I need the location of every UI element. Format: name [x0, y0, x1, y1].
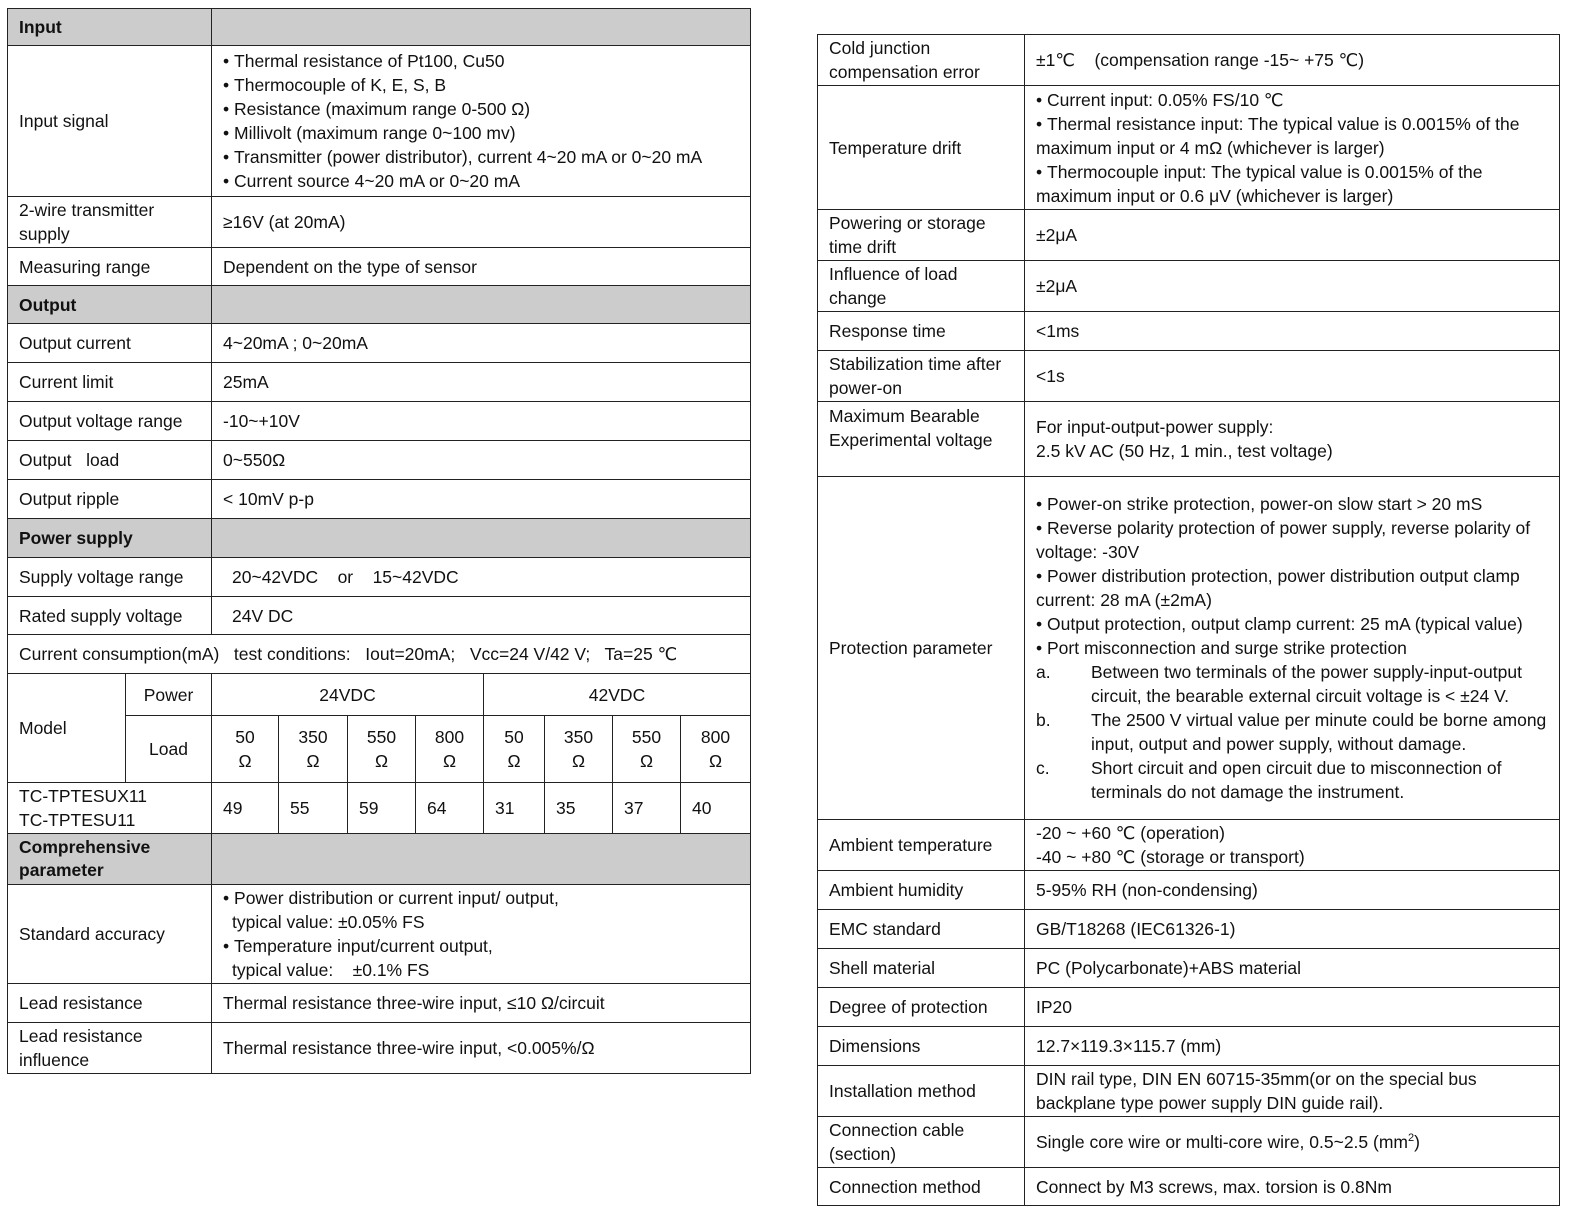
- input-section-header: Input: [8, 9, 212, 46]
- load-cell: 350 Ω: [279, 716, 348, 783]
- input-signal-label: Input signal: [8, 46, 212, 197]
- consumption-value: 37: [613, 783, 681, 834]
- lead-resistance-value: Thermal resistance three-wire input, ≤10 Ω/circuit: [212, 984, 751, 1023]
- list-item: • Thermal resistance of Pt100, Cu50: [223, 49, 739, 73]
- installation-label: Installation method: [818, 1066, 1025, 1117]
- measuring-range-value: Dependent on the type of sensor: [212, 248, 751, 286]
- emc-value: GB/T18268 (IEC61326-1): [1025, 910, 1560, 949]
- shell-value: PC (Polycarbonate)+ABS material: [1025, 949, 1560, 988]
- cold-junction-value: ±1℃ (compensation range -15~ +75 ℃): [1025, 35, 1560, 86]
- consumption-value: 64: [416, 783, 484, 834]
- consumption-value: 59: [348, 783, 416, 834]
- standard-accuracy-value: • Power distribution or current input/ output, typical value: ±0.05% FS • Temperature input/current output, typical value: ±0.1% FS: [212, 885, 751, 984]
- left-spec-table: [7, 8, 751, 1074]
- cable-label: Connection cable (section): [818, 1117, 1025, 1168]
- installation-value: DIN rail type, DIN EN 60715-35mm(or on the special bus backplane type power supply DIN guide rail).: [1025, 1066, 1560, 1117]
- load-cell: 350 Ω: [545, 716, 613, 783]
- load-label: Load: [126, 716, 212, 783]
- model-name: TC-TPTESUX11 TC-TPTESU11: [8, 783, 212, 834]
- max-voltage-label: Maximum Bearable Experimental voltage: [818, 402, 1025, 477]
- rated-supply-value: 24V DC: [212, 597, 751, 635]
- temp-drift-value: • Current input: 0.05% FS/10 ℃ • Thermal resistance input: The typical value is 0.0015% of the maximum input or 4 mΩ (whichever is larger) • Thermocouple input: The typical value is 0.0015% of the maximum input or 0.6 μV (whichever is larger): [1025, 86, 1560, 210]
- consumption-value: 35: [545, 783, 613, 834]
- output-voltage-value: -10~+10V: [212, 402, 751, 441]
- output-ripple-value: < 10mV p-p: [212, 480, 751, 519]
- protection-degree-value: IP20: [1025, 988, 1560, 1027]
- transmitter-supply-label: 2-wire transmitter supply: [8, 197, 212, 248]
- output-ripple-label: Output ripple: [8, 480, 212, 519]
- load-cell: 50 Ω: [484, 716, 545, 783]
- load-cell: 800 Ω: [681, 716, 751, 783]
- cold-junction-label: Cold junction compensation error: [818, 35, 1025, 86]
- lead-influence-value: Thermal resistance three-wire input, <0.005%/Ω: [212, 1023, 751, 1074]
- protection-sub-c: c. Short circuit and open circuit due to misconnection of terminals do not damage the instrument.: [1036, 758, 1502, 802]
- humidity-value: 5-95% RH (non-condensing): [1025, 871, 1560, 910]
- right-spec-table: [817, 34, 1560, 1206]
- load-cell: 800 Ω: [416, 716, 484, 783]
- output-section-header: Output: [8, 286, 212, 324]
- ambient-temp-value: -20 ~ +60 ℃ (operation) -40 ~ +80 ℃ (storage or transport): [1025, 820, 1560, 871]
- consumption-value: 55: [279, 783, 348, 834]
- temp-drift-label: Temperature drift: [818, 86, 1025, 210]
- load-cell: 550 Ω: [348, 716, 416, 783]
- current-limit-value: 25mA: [212, 363, 751, 402]
- list-item: • Thermocouple of K, E, S, B: [223, 73, 739, 97]
- protection-degree-label: Degree of protection: [818, 988, 1025, 1027]
- response-time-label: Response time: [818, 312, 1025, 351]
- lead-influence-label: Lead resistance influence: [8, 1023, 212, 1074]
- output-load-value: 0~550Ω: [212, 441, 751, 480]
- output-voltage-label: Output voltage range: [8, 402, 212, 441]
- stabilization-value: <1s: [1025, 351, 1560, 402]
- consumption-conditions: Current consumption(mA) test conditions: Iout=20mA; Vcc=24 V/42 V; Ta=25 ℃: [8, 635, 751, 674]
- cable-value: Single core wire or multi-core wire, 0.5~2.5 $(mm^2)$: [1025, 1117, 1560, 1168]
- rated-supply-label: Rated supply voltage: [8, 597, 212, 635]
- transmitter-supply-value: ≥16V (at 20mA): [212, 197, 751, 248]
- consumption-value: 40: [681, 783, 751, 834]
- protection-sub-a: a. Between two terminals of the power supply-input-output circuit, the bearable external circuit voltage is < ±24 V.: [1036, 662, 1522, 706]
- lead-resistance-label: Lead resistance: [8, 984, 212, 1023]
- power-section-header: Power supply: [8, 519, 212, 558]
- list-item: • Transmitter (power distributor), current 4~20 mA or 0~20 mA: [223, 145, 739, 169]
- emc-label: EMC standard: [818, 910, 1025, 949]
- measuring-range-label: Measuring range: [8, 248, 212, 286]
- standard-accuracy-label: Standard accuracy: [8, 885, 212, 984]
- consumption-value: 31: [484, 783, 545, 834]
- load-cell: 50 Ω: [212, 716, 279, 783]
- power-label: Power: [126, 674, 212, 716]
- connection-method-value: Connect by M3 screws, max. torsion is 0.8Nm: [1025, 1168, 1560, 1206]
- load-cell: 550 Ω: [613, 716, 681, 783]
- input-signal-list: [212, 46, 751, 197]
- list-item: • Resistance (maximum range 0-500 Ω): [223, 97, 739, 121]
- supply-voltage-value: 20~42VDC or 15~42VDC: [212, 558, 751, 597]
- output-current-value: 4~20mA ; 0~20mA: [212, 324, 751, 363]
- dimensions-label: Dimensions: [818, 1027, 1025, 1066]
- protection-label: Protection parameter: [818, 477, 1025, 820]
- comprehensive-section-header: Comprehensive parameter: [8, 834, 212, 885]
- load-change-label: Influence of load change: [818, 261, 1025, 312]
- connection-method-label: Connection method: [818, 1168, 1025, 1206]
- storage-drift-value: ±2μA: [1025, 210, 1560, 261]
- protection-value: • Power-on strike protection, power-on slow start > 20 mS • Reverse polarity protection of power supply, reverse polarity of voltage: -30V • Power distribution protection, power distribution output clamp current: 28 mA (±2mA) • Output protection, output clamp current: 25 mA (typical value) • Port misconnection and surge strike protection a. Between two terminals of the power supply-input-output circuit, the bearable external circuit voltage is < ±24 V. b. The 2500 V virtual value per minute could be borne among input, output and power supply, without damage. c. Short circuit and open circuit due to misconnection of terminals do not damage the instrument.: [1025, 477, 1560, 820]
- supply-voltage-label: Supply voltage range: [8, 558, 212, 597]
- list-item: • Millivolt (maximum range 0~100 mv): [223, 121, 739, 145]
- stabilization-label: Stabilization time after power-on: [818, 351, 1025, 402]
- current-limit-label: Current limit: [8, 363, 212, 402]
- model-label: Model: [8, 674, 126, 783]
- consumption-value: 49: [212, 783, 279, 834]
- power-42vdc: 42VDC: [484, 674, 751, 716]
- output-load-label: Output load: [8, 441, 212, 480]
- dimensions-value: 12.7×119.3×115.7 (mm): [1025, 1027, 1560, 1066]
- protection-sub-b: b. The 2500 V virtual value per minute could be borne among input, output and power supply, without damage.: [1036, 710, 1547, 754]
- load-change-value: ±2μA: [1025, 261, 1560, 312]
- max-voltage-value: For input-output-power supply: 2.5 kV AC (50 Hz, 1 min., test voltage): [1025, 402, 1560, 477]
- list-item: • Current source 4~20 mA or 0~20 mA: [223, 169, 739, 193]
- ambient-temp-label: Ambient temperature: [818, 820, 1025, 871]
- humidity-label: Ambient humidity: [818, 871, 1025, 910]
- power-24vdc: 24VDC: [212, 674, 484, 716]
- response-time-value: <1ms: [1025, 312, 1560, 351]
- output-current-label: Output current: [8, 324, 212, 363]
- shell-label: Shell material: [818, 949, 1025, 988]
- storage-drift-label: Powering or storage time drift: [818, 210, 1025, 261]
